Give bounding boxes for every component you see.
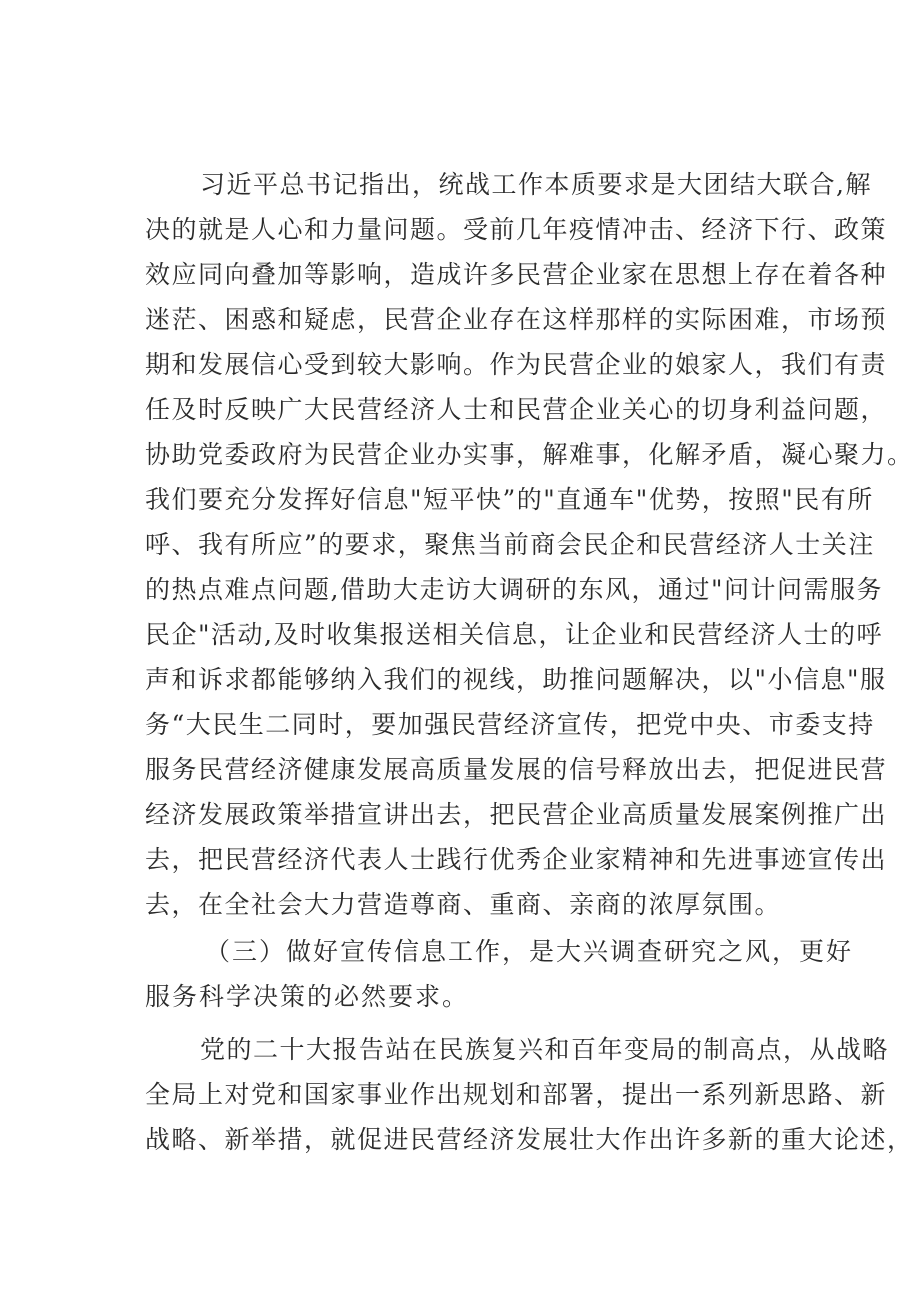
paragraph-1-line-10: 的热点难点问题,借助大走访大调研的东风，通过"问计问需服务 [145,575,883,604]
paragraph-3-line-3: 战略、新举措，就促进民营经济发展壮大作出许多新的重大论述， [145,1125,914,1154]
paragraph-1-line-15: 经济发展政策举措宣讲出去，把民营企业高质量发展案例推广出 [145,800,888,829]
paragraph-1-line-5: 期和发展信心受到较大影响。作为民营企业的娘家人，我们有责 [145,350,888,379]
paragraph-1-line-1: 习近平总书记指出，统战工作本质要求是大团结大联合,解 [200,170,872,199]
paragraph-1-line-13: 务“大民生二同时，要加强民营经济宣传，把党中央、市委支持 [145,710,875,739]
paragraph-3-line-2: 全局上对党和国家事业作出规划和部署，提出一系列新思路、新 [145,1080,888,1109]
section-heading-line-1: （三）做好宣传信息工作，是大兴调查研究之风，更好 [205,937,854,966]
section-heading-line-2: 服务科学决策的必然要求。 [145,982,470,1011]
paragraph-1-line-17: 去，在全社会大力营造尊商、重商、亲商的浓厚氛围。 [145,890,782,919]
paragraph-1-line-16: 去，把民营经济代表人士践行优秀企业家精神和先进事迹宣传出 [145,845,888,874]
paragraph-1-line-8: 我们要充分发挥好信息"短平快”的"直通车"优势，按照"民有所 [145,485,874,514]
paragraph-1-line-3: 效应同向叠加等影响，造成许多民营企业家在思想上存在着各种 [145,260,888,289]
paragraph-1-line-11: 民企"活动,及时收集报送相关信息，让企业和民营经济人士的呼 [145,620,883,649]
paragraph-1-line-12: 声和诉求都能够纳入我们的视线，助推问题解决，以"小信息"服 [145,665,887,694]
paragraph-3-line-1: 党的二十大报告站在民族复兴和百年变局的制高点，从战略 [200,1035,890,1064]
paragraph-1-line-7: 协助党委政府为民营企业办实事，解难事，化解矛盾，凝心聚力。 [145,440,914,469]
paragraph-1-line-2: 决的就是人心和力量问题。受前几年疫情冲击、经济下行、政策 [145,215,888,244]
paragraph-1-line-4: 迷茫、困惑和疑虑，民营企业存在这样那样的实际困难，市场预 [145,305,888,334]
paragraph-1-line-9: 呼、我有所应”的要求，聚焦当前商会民企和民营经济人士关注 [145,530,875,559]
paragraph-1-line-6: 任及时反映广大民营经济人士和民营企业关心的切身利益问题， [145,395,888,424]
paragraph-1-line-14: 服务民营经济健康发展高质量发展的信号释放出去，把促进民营 [145,755,888,784]
